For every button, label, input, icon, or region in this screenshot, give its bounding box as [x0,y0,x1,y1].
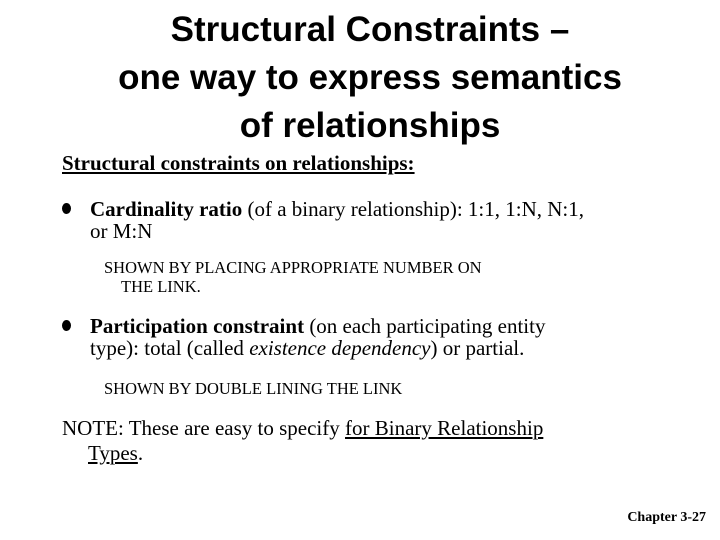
title-line-2: one way to express semantics [118,58,622,97]
bullet-dot-icon [62,203,71,214]
slide-title [40,6,700,150]
binary-relationship-note [62,416,662,466]
bullet-participation-line-1 [90,315,670,337]
note-line-2: Types. [88,441,144,465]
slide-footer: Chapter 3-27 [627,510,706,525]
participation-desc: (on each participating entity [304,314,546,338]
cardinality-note-line-2: THE LINK. [121,277,201,296]
note-line-1: NOTE: These are easy to specify for Binary Relationship [62,416,544,440]
note-underlined-2: Types [88,441,138,465]
title-line-3: of relationships [239,106,501,145]
bullet-cardinality-line-1 [90,198,670,220]
title-line-1: Structural Constraints – [170,10,570,49]
bullet-dot-icon [62,320,71,331]
note-underlined-1: for Binary Relationship [345,416,544,440]
cardinality-desc: (of a binary relationship): 1:1, 1:N, N:1, [242,197,585,221]
participation-note-line-1: SHOWN BY DOUBLE LINING THE LINK [104,379,403,398]
cardinality-note-line-1: SHOWN BY PLACING APPROPRIATE NUMBER ON [104,258,482,277]
cardinality-note [104,258,482,296]
bullet-participation-line-2: type): total (called existence dependency) or partial. [90,336,525,360]
bullet-cardinality-line-2: or M:N [90,219,153,243]
participation-note [104,379,402,398]
participation-term: Participation constraint [90,314,305,338]
bullet-participation-text [90,315,670,359]
bullet-cardinality-text [90,198,670,242]
subheading: Structural constraints on relationships: [62,151,415,175]
existence-dependency: existence dependency [249,336,431,360]
cardinality-term: Cardinality ratio [90,197,243,221]
